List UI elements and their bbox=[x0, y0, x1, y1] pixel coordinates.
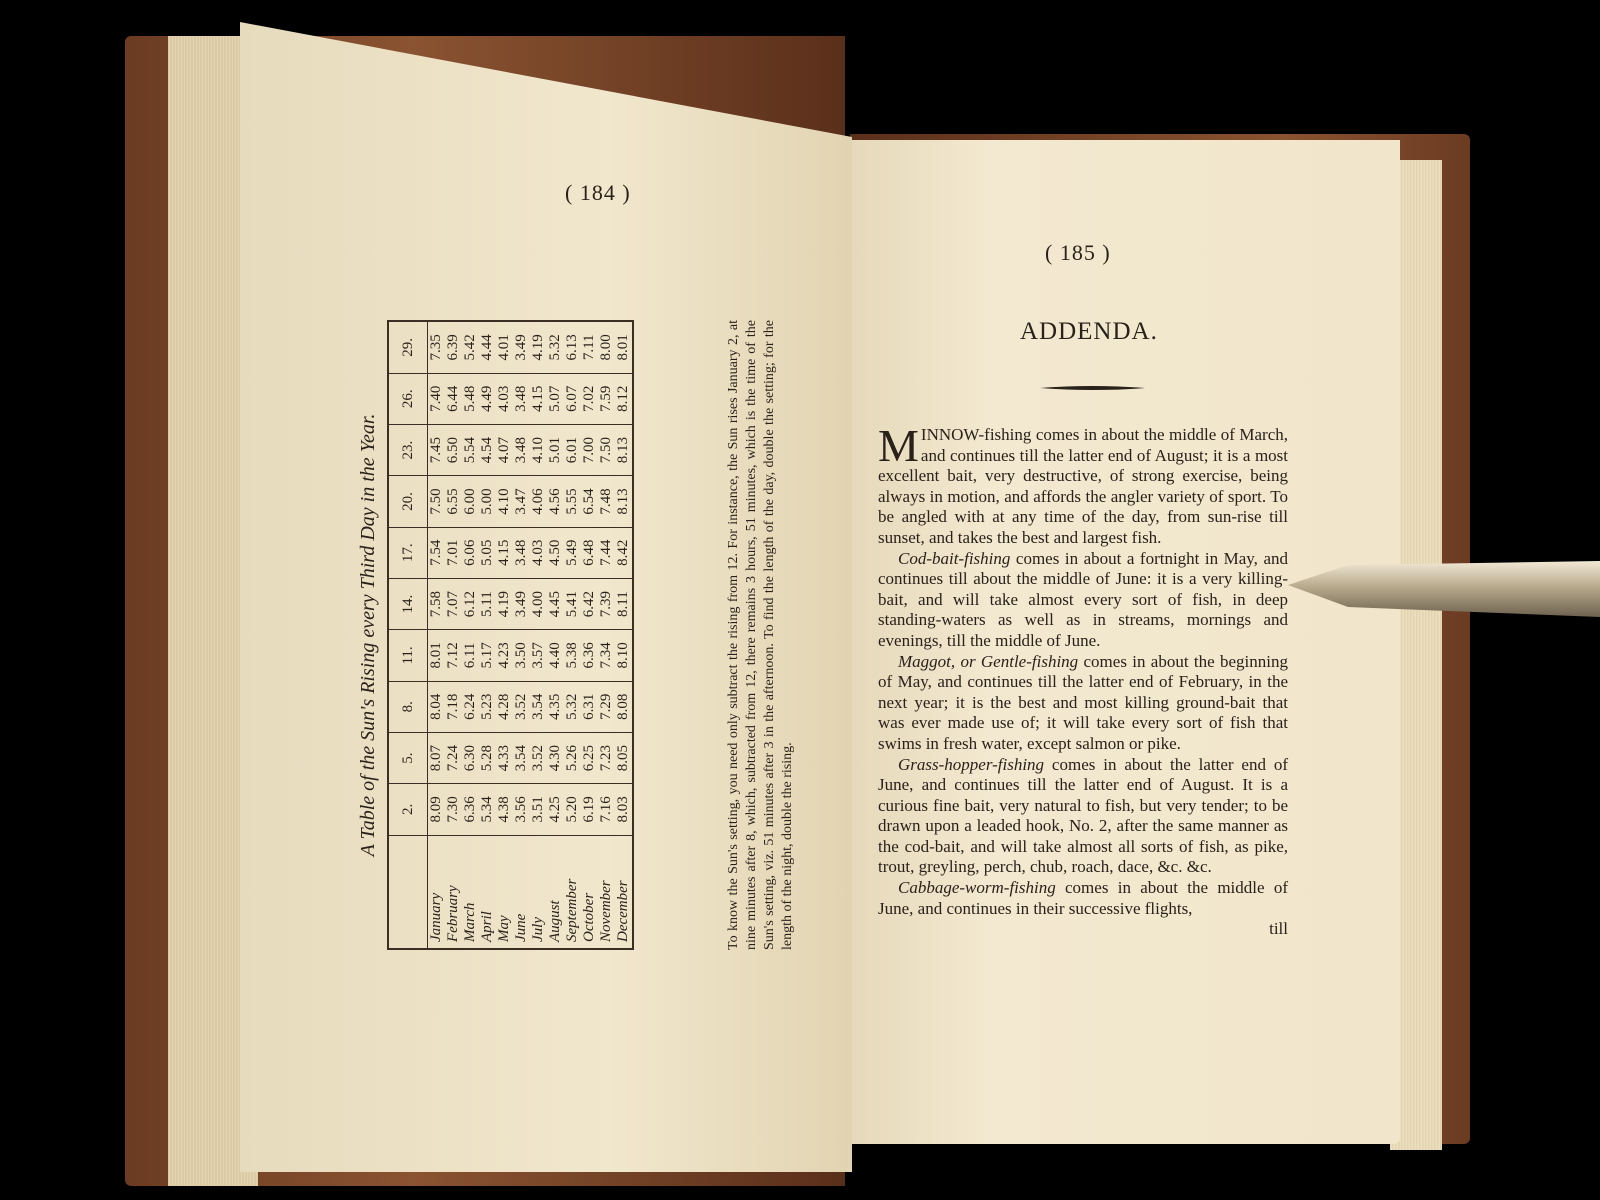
time-cell: 4.19 bbox=[496, 578, 513, 629]
time-cell: 3.48 bbox=[513, 424, 530, 475]
column-header: 14. bbox=[388, 578, 428, 629]
time-cell: 8.13 bbox=[615, 424, 633, 475]
table-header-row bbox=[388, 321, 428, 949]
time-cell: 5.23 bbox=[479, 681, 496, 732]
left-page-number: ( 184 ) bbox=[565, 180, 631, 205]
time-cell: 3.49 bbox=[513, 578, 530, 629]
paragraph-text: comes in about a fortnight in May, and continues till about the middle of June: it is a very killing-bait, and will take almost every sort of fish, in deep standing-waters as well as in streams, mornings and evenings, till the middle of June. bbox=[878, 548, 1288, 650]
table-row bbox=[564, 321, 581, 949]
time-cell: 8.01 bbox=[428, 630, 446, 681]
time-cell: 8.08 bbox=[615, 681, 633, 732]
column-header: 8. bbox=[388, 681, 428, 732]
time-cell: 7.48 bbox=[598, 476, 615, 527]
metal-pointer bbox=[1288, 555, 1600, 625]
time-cell: 8.12 bbox=[615, 373, 633, 424]
column-header: 17. bbox=[388, 527, 428, 578]
time-cell: 6.12 bbox=[462, 578, 479, 629]
time-cell: 4.23 bbox=[496, 630, 513, 681]
ornamental-rule bbox=[1040, 384, 1145, 392]
time-cell: 7.24 bbox=[445, 732, 462, 783]
time-cell: 4.40 bbox=[547, 630, 564, 681]
table-row bbox=[479, 321, 496, 949]
column-header: 11. bbox=[388, 630, 428, 681]
time-cell: 4.03 bbox=[496, 373, 513, 424]
time-cell: 3.54 bbox=[513, 732, 530, 783]
time-cell: 6.11 bbox=[462, 630, 479, 681]
time-cell: 8.05 bbox=[615, 732, 633, 783]
month-cell: December bbox=[615, 880, 631, 942]
time-cell: 4.15 bbox=[496, 527, 513, 578]
time-cell: 8.10 bbox=[615, 630, 633, 681]
drop-cap: M bbox=[878, 420, 919, 471]
catchword: till bbox=[1269, 919, 1288, 939]
time-cell: 5.48 bbox=[462, 373, 479, 424]
time-cell: 6.36 bbox=[581, 630, 598, 681]
month-header bbox=[388, 835, 428, 949]
time-cell: 4.28 bbox=[496, 681, 513, 732]
time-cell: 7.59 bbox=[598, 373, 615, 424]
time-cell: 8.03 bbox=[615, 784, 633, 835]
time-cell: 4.38 bbox=[496, 784, 513, 835]
column-header: 23. bbox=[388, 424, 428, 475]
time-cell: 7.01 bbox=[445, 527, 462, 578]
time-cell: 4.19 bbox=[530, 321, 547, 373]
time-cell: 5.41 bbox=[564, 578, 581, 629]
time-cell: 6.31 bbox=[581, 681, 598, 732]
time-cell: 7.02 bbox=[581, 373, 598, 424]
time-cell: 6.24 bbox=[462, 681, 479, 732]
time-cell: 8.13 bbox=[615, 476, 633, 527]
column-header: 26. bbox=[388, 373, 428, 424]
time-cell: 7.23 bbox=[598, 732, 615, 783]
paragraph-text: INNOW-fishing comes in about the middle of March, and continues till the latter end of August; it is a most excellent bait, very destructive, of strong exercise, being always in motion, and affords the angler variety of sport. To be angled with at any time of the day, from sun-rise till sunset, and takes the best and largest fish. bbox=[878, 425, 1288, 547]
time-cell: 5.07 bbox=[547, 373, 564, 424]
time-cell: 3.52 bbox=[513, 681, 530, 732]
paragraph-minnow bbox=[878, 420, 1288, 549]
time-cell: 7.29 bbox=[598, 681, 615, 732]
time-cell: 4.44 bbox=[479, 321, 496, 373]
term-label: Grass-hopper-fishing bbox=[898, 754, 1045, 774]
time-cell: 6.36 bbox=[462, 784, 479, 835]
time-cell: 7.16 bbox=[598, 784, 615, 835]
column-header: 29. bbox=[388, 321, 428, 373]
sun-rising-table-block bbox=[357, 315, 797, 955]
month-cell: September bbox=[564, 878, 580, 942]
time-cell: 5.26 bbox=[564, 732, 581, 783]
paragraph-maggot bbox=[878, 652, 1288, 755]
time-cell: 4.33 bbox=[496, 732, 513, 783]
month-cell: March bbox=[462, 902, 478, 942]
time-cell: 4.49 bbox=[479, 373, 496, 424]
addenda-heading: ADDENDA. bbox=[1020, 318, 1158, 345]
time-cell: 7.30 bbox=[445, 784, 462, 835]
table-title: A Table of the Sun's Rising every Third Day in the Year. bbox=[357, 413, 379, 857]
time-cell: 7.40 bbox=[428, 373, 446, 424]
time-cell: 4.50 bbox=[547, 527, 564, 578]
time-cell: 5.20 bbox=[564, 784, 581, 835]
time-cell: 4.15 bbox=[530, 373, 547, 424]
time-cell: 3.48 bbox=[513, 527, 530, 578]
paragraph-text: comes in about the beginning of May, and continues till the latter end of February, in the next year; it is the best and most killing ground-bait that was ever made use of; it will take every sort of fish that swims in fresh water, except salmon or pike. bbox=[878, 651, 1288, 753]
month-cell: July bbox=[530, 917, 546, 942]
table-row bbox=[428, 321, 446, 949]
table-row bbox=[598, 321, 615, 949]
time-cell: 7.12 bbox=[445, 630, 462, 681]
time-cell: 6.25 bbox=[581, 732, 598, 783]
time-cell: 7.11 bbox=[581, 321, 598, 373]
time-cell: 7.18 bbox=[445, 681, 462, 732]
month-cell: June bbox=[513, 913, 529, 942]
time-cell: 6.42 bbox=[581, 578, 598, 629]
time-cell: 3.50 bbox=[513, 630, 530, 681]
time-cell: 5.42 bbox=[462, 321, 479, 373]
time-cell: 4.54 bbox=[479, 424, 496, 475]
time-cell: 3.49 bbox=[513, 321, 530, 373]
time-cell: 6.06 bbox=[462, 527, 479, 578]
table-note: To know the Sun's setting, you need only subtract the rising from 12. For instance, the Sun rises January 2, at nine minutes after 8, which, subtracted from 12, there remains 3 hours, 51 minutes, which is the time of the Sun's setting, viz. 51 minutes after 3 in the afternoon. To find the length of the day, double the setting; for the length of the night, double the rising. bbox=[726, 320, 795, 950]
month-cell: November bbox=[598, 880, 614, 942]
table-row bbox=[513, 321, 530, 949]
time-cell: 6.19 bbox=[581, 784, 598, 835]
time-cell: 6.50 bbox=[445, 424, 462, 475]
addenda-text bbox=[878, 420, 1288, 940]
time-cell: 5.11 bbox=[479, 578, 496, 629]
table-body bbox=[428, 321, 634, 949]
table-row bbox=[615, 321, 633, 949]
time-cell: 6.01 bbox=[564, 424, 581, 475]
paragraph-text: comes in about the latter end of June, and continues till the latter end of August. It is a curious fine bait, very natural to fish, but very tender; to be drawn upon a leaded hook, No. 2, after the same manner as the cod-bait, and will take almost all sorts of fish, as pike, trout, greyling, perch, chub, roach, dace, &c. &c. bbox=[878, 754, 1288, 877]
time-cell: 4.35 bbox=[547, 681, 564, 732]
time-cell: 4.00 bbox=[530, 578, 547, 629]
time-cell: 4.25 bbox=[547, 784, 564, 835]
time-cell: 5.05 bbox=[479, 527, 496, 578]
time-cell: 5.54 bbox=[462, 424, 479, 475]
time-cell: 6.13 bbox=[564, 321, 581, 373]
month-cell: January bbox=[428, 892, 444, 942]
term-label: Cabbage-worm-fishing bbox=[898, 878, 1056, 898]
table-row bbox=[547, 321, 564, 949]
time-cell: 7.34 bbox=[598, 630, 615, 681]
paragraph-cabbage-worm bbox=[878, 878, 1288, 919]
time-cell: 7.00 bbox=[581, 424, 598, 475]
time-cell: 7.58 bbox=[428, 578, 446, 629]
time-cell: 6.48 bbox=[581, 527, 598, 578]
time-cell: 5.55 bbox=[564, 476, 581, 527]
time-cell: 3.48 bbox=[513, 373, 530, 424]
time-cell: 7.35 bbox=[428, 321, 446, 373]
time-cell: 6.39 bbox=[445, 321, 462, 373]
time-cell: 8.00 bbox=[598, 321, 615, 373]
table-row bbox=[462, 321, 479, 949]
column-header: 2. bbox=[388, 784, 428, 835]
table-row bbox=[530, 321, 547, 949]
time-cell: 5.01 bbox=[547, 424, 564, 475]
time-cell: 4.45 bbox=[547, 578, 564, 629]
time-cell: 8.09 bbox=[428, 784, 446, 835]
table-row bbox=[445, 321, 462, 949]
month-cell: October bbox=[581, 892, 597, 942]
month-cell: August bbox=[547, 900, 563, 942]
table-row bbox=[496, 321, 513, 949]
term-label: Maggot, or Gentle-fishing bbox=[898, 651, 1079, 671]
time-cell: 6.54 bbox=[581, 476, 598, 527]
column-header: 20. bbox=[388, 476, 428, 527]
time-cell: 5.28 bbox=[479, 732, 496, 783]
time-cell: 8.04 bbox=[428, 681, 446, 732]
time-cell: 5.38 bbox=[564, 630, 581, 681]
time-cell: 8.42 bbox=[615, 527, 633, 578]
time-cell: 6.44 bbox=[445, 373, 462, 424]
time-cell: 6.55 bbox=[445, 476, 462, 527]
time-cell: 4.56 bbox=[547, 476, 564, 527]
time-cell: 6.00 bbox=[462, 476, 479, 527]
time-cell: 8.11 bbox=[615, 578, 633, 629]
time-cell: 3.52 bbox=[530, 732, 547, 783]
sun-rising-table bbox=[387, 320, 634, 950]
time-cell: 6.07 bbox=[564, 373, 581, 424]
right-page-number: ( 185 ) bbox=[1045, 240, 1111, 265]
time-cell: 7.39 bbox=[598, 578, 615, 629]
time-cell: 5.49 bbox=[564, 527, 581, 578]
time-cell: 5.00 bbox=[479, 476, 496, 527]
paragraph-cod-bait bbox=[878, 549, 1288, 652]
time-cell: 7.50 bbox=[428, 476, 446, 527]
paragraph-text: comes in about the middle of June, and continues in their successive flights, bbox=[878, 878, 1288, 918]
time-cell: 4.30 bbox=[547, 732, 564, 783]
time-cell: 7.54 bbox=[428, 527, 446, 578]
time-cell: 6.30 bbox=[462, 732, 479, 783]
time-cell: 8.01 bbox=[615, 321, 633, 373]
month-cell: May bbox=[496, 915, 512, 942]
column-header: 5. bbox=[388, 732, 428, 783]
month-cell: April bbox=[479, 911, 495, 942]
time-cell: 4.07 bbox=[496, 424, 513, 475]
time-cell: 3.54 bbox=[530, 681, 547, 732]
month-cell: February bbox=[445, 885, 461, 942]
table-row bbox=[581, 321, 598, 949]
time-cell: 7.07 bbox=[445, 578, 462, 629]
time-cell: 4.10 bbox=[530, 424, 547, 475]
time-cell: 4.03 bbox=[530, 527, 547, 578]
time-cell: 8.07 bbox=[428, 732, 446, 783]
time-cell: 7.50 bbox=[598, 424, 615, 475]
time-cell: 5.32 bbox=[547, 321, 564, 373]
time-cell: 3.56 bbox=[513, 784, 530, 835]
time-cell: 3.51 bbox=[530, 784, 547, 835]
time-cell: 3.57 bbox=[530, 630, 547, 681]
paragraph-grass-hopper bbox=[878, 755, 1288, 879]
time-cell: 7.44 bbox=[598, 527, 615, 578]
time-cell: 4.06 bbox=[530, 476, 547, 527]
time-cell: 5.32 bbox=[564, 681, 581, 732]
time-cell: 4.01 bbox=[496, 321, 513, 373]
time-cell: 5.17 bbox=[479, 630, 496, 681]
time-cell: 7.45 bbox=[428, 424, 446, 475]
time-cell: 3.47 bbox=[513, 476, 530, 527]
time-cell: 5.34 bbox=[479, 784, 496, 835]
time-cell: 4.10 bbox=[496, 476, 513, 527]
term-label: Cod-bait-fishing bbox=[898, 548, 1011, 568]
